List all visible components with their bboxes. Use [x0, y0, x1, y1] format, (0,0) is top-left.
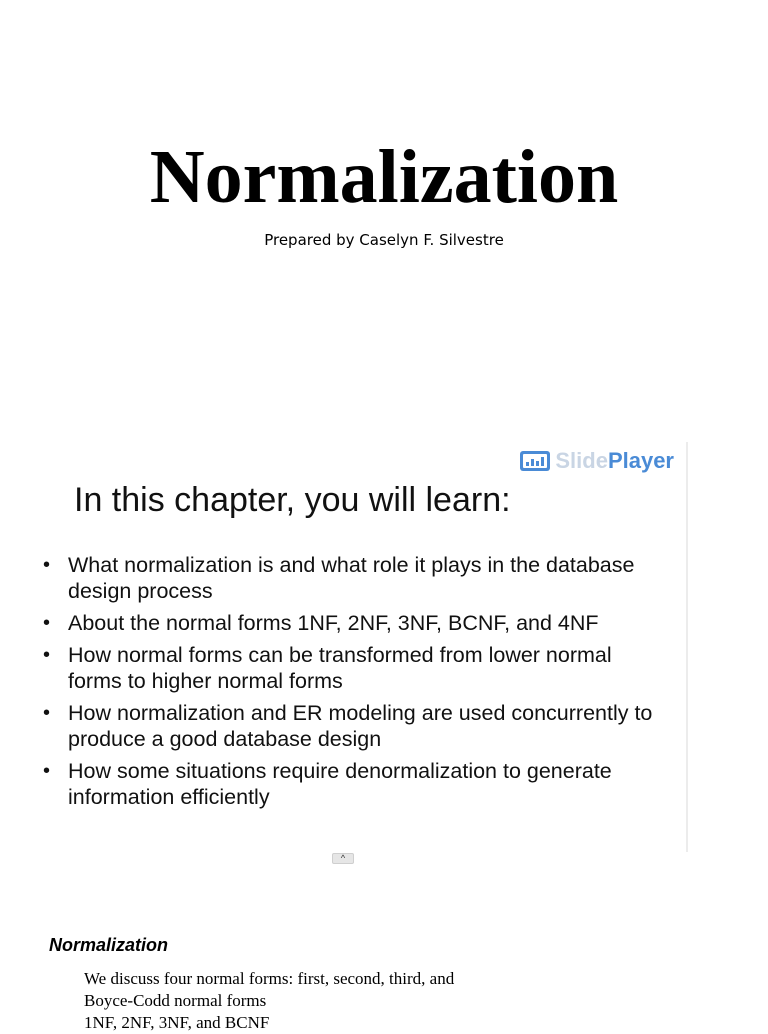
bullet-text: What normalization is and what role it plays in the database design process — [68, 553, 635, 603]
bullet-marker: • — [43, 760, 51, 782]
slide-heading: In this chapter, you will learn: — [74, 481, 511, 519]
section-body — [84, 968, 564, 1034]
body-line: Boyce-Codd normal forms — [84, 991, 267, 1010]
caret-up-icon[interactable]: ^ — [332, 853, 354, 864]
bullet-item — [36, 552, 656, 604]
body-line: 1NF, 2NF, 3NF, and BCNF — [84, 1013, 270, 1032]
bullet-list — [36, 552, 656, 816]
embedded-slide — [36, 442, 688, 852]
bullet-text: About the normal forms 1NF, 2NF, 3NF, BCNF, and 4NF — [68, 611, 599, 635]
slideplayer-logo[interactable] — [519, 448, 674, 474]
bullet-marker: • — [43, 612, 51, 634]
bullet-item — [36, 758, 656, 810]
bullet-item — [36, 642, 656, 694]
bullet-marker: • — [43, 644, 51, 666]
section-heading: Normalization — [49, 935, 169, 955]
bullet-marker: • — [43, 702, 51, 724]
bullet-item — [36, 700, 656, 752]
slideplayer-logo-icon — [519, 449, 551, 473]
logo-text-slide: Slide — [555, 448, 608, 473]
bullet-text: How some situations require denormalization to generate information efficiently — [68, 759, 612, 809]
document-subtitle: Prepared by Caselyn F. Silvestre — [264, 231, 504, 249]
bullet-item — [36, 610, 656, 636]
bullet-text: How normalization and ER modeling are used concurrently to produce a good database design — [68, 701, 653, 751]
document-title: Normalization — [149, 135, 619, 219]
bullet-text: How normal forms can be transformed from lower normal forms to higher normal forms — [68, 643, 612, 693]
body-line: We discuss four normal forms: first, second, third, and — [84, 969, 455, 988]
bullet-marker: • — [43, 554, 51, 576]
logo-text-player: Player — [607, 448, 674, 473]
